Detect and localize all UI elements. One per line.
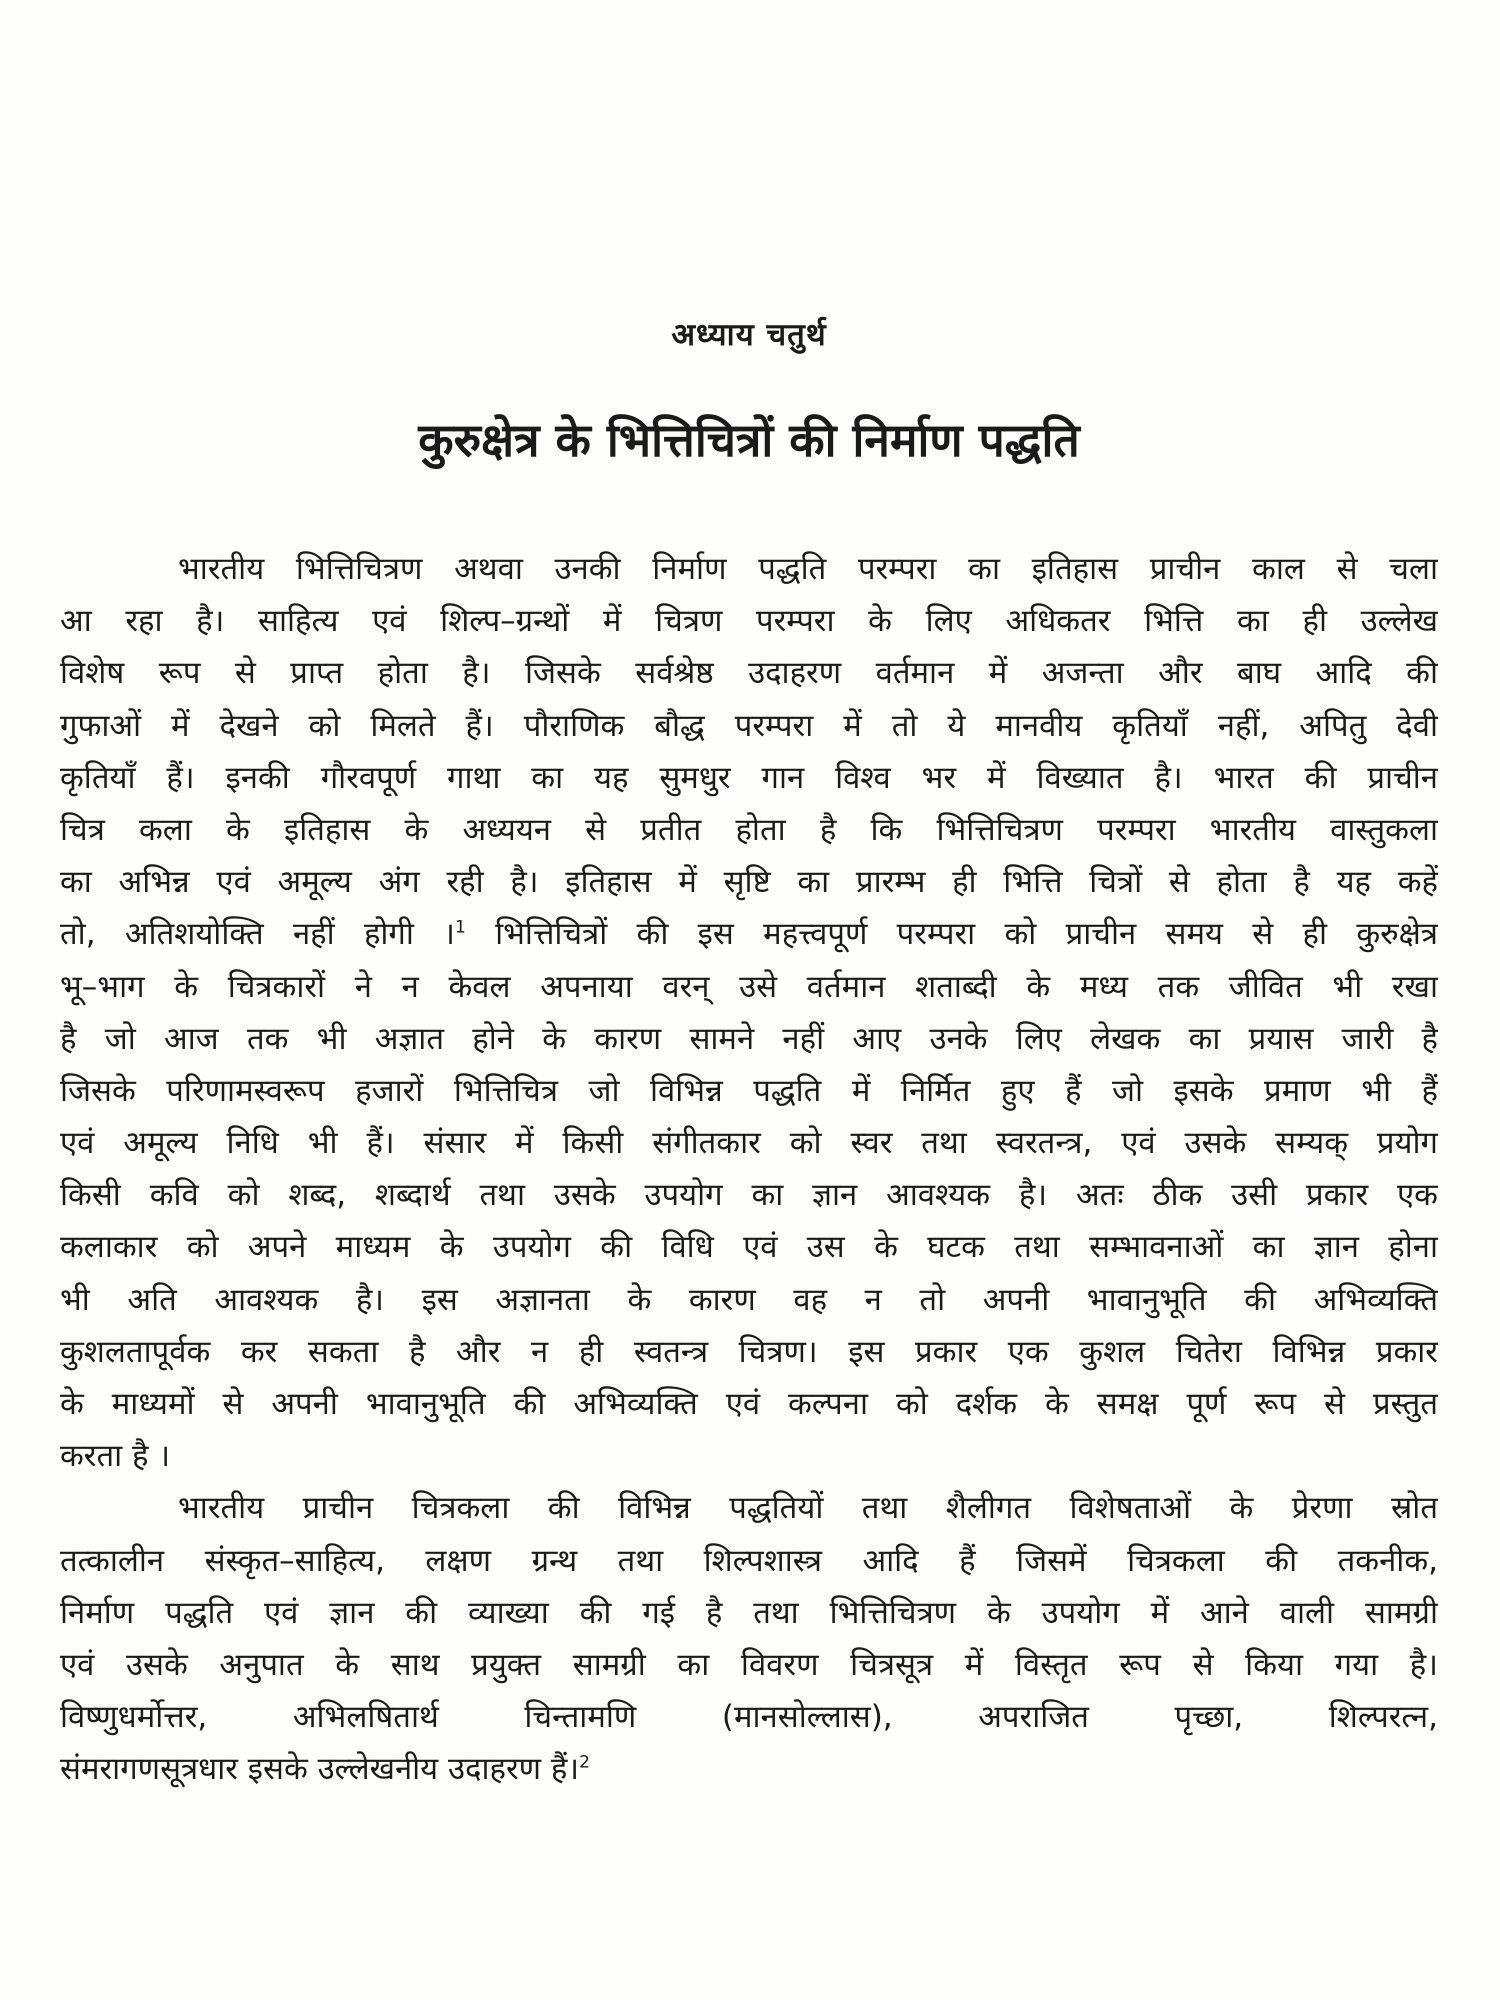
text-line: निर्माण पद्धति एवं ज्ञान की व्याख्या की गई है तथा भित्तिचित्रण के उपयोग में आने वाली सामग्री bbox=[60, 1594, 1438, 1631]
text-line: भारतीय प्राचीन चित्रकला की विभिन्न पद्धतियों तथा शैलीगत विशेषताओं के प्रेरणा स्रोत bbox=[178, 1490, 1438, 1527]
body-text bbox=[60, 543, 1438, 1796]
text-line: है जो आज तक भी अज्ञात होने के कारण सामने नहीं आए उनके लिए लेखक का प्रयास जारी है bbox=[60, 1020, 1438, 1057]
footnote-ref-2: 2 bbox=[579, 1752, 590, 1773]
text-line: भारतीय भित्तिचित्रण अथवा उनकी निर्माण पद्धति परम्परा का इतिहास प्राचीन काल से चला bbox=[178, 551, 1438, 587]
line-segment: तो, अतिशयोक्ति नहीं होगी । bbox=[60, 916, 455, 953]
text-line-with-footnote bbox=[60, 908, 1438, 960]
text-line: कलाकार को अपने माध्यम के उपयोग की विधि एवं उस के घटक तथा सम्भावनाओं का ज्ञान होना bbox=[60, 1229, 1438, 1266]
text-line: जिसके परिणामस्वरूप हजारों भित्तिचित्र जो विभिन्न पद्धति में निर्मित हुए हैं जो इसके प्रमाण भी हैं bbox=[60, 1072, 1438, 1109]
text-line: विशेष रूप से प्राप्त होता है। जिसके सर्वश्रेष्ठ उदाहरण वर्तमान में अजन्ता और बाघ आदि की bbox=[60, 655, 1438, 692]
text-line: विष्णुधर्मोत्तर, अभिलषितार्थ चिन्तामणि (मानसोल्लास), अपराजित पृच्छा, शिल्परत्न, bbox=[60, 1699, 1438, 1736]
text-line: गुफाओं में देखने को मिलते हैं। पौराणिक बौद्ध परम्परा में तो ये मानवीय कृतियाँ नहीं, अपितु देवी bbox=[60, 707, 1438, 744]
text-line: के माध्यमों से अपनी भावानुभूति की अभिव्यक्ति एवं कल्पना को दर्शक के समक्ष पूर्ण रूप से प्रस्तुत bbox=[60, 1386, 1438, 1422]
text-line: भी अति आवश्यक है। इस अज्ञानता के कारण वह न तो अपनी भावानुभूति की अभिव्यक्ति bbox=[60, 1281, 1438, 1318]
text-line: एवं उसके अनुपात के साथ प्रयुक्त सामग्री का विवरण चित्रसूत्र में विस्तृत रूप से किया गया है। bbox=[60, 1646, 1438, 1683]
text-line: किसी कवि को शब्द, शब्दार्थ तथा उसके उपयोग का ज्ञान आवश्यक है। अतः ठीक उसी प्रकार एक bbox=[60, 1177, 1438, 1214]
book-page bbox=[60, 0, 1438, 2000]
paragraph-1 bbox=[60, 543, 1438, 1482]
text-line: का अभिन्न एवं अमूल्य अंग रही है। इतिहास में सृष्टि का प्रारम्भ ही भित्ति चित्रों से होता है यह कहें bbox=[60, 864, 1438, 901]
text-line: कृतियाँ हैं। इनकी गौरवपूर्ण गाथा का यह सुमधुर गान विश्व भर में विख्यात है। भारत की प्राचीन bbox=[60, 759, 1438, 796]
text-line: करता है । bbox=[60, 1438, 171, 1475]
text-line: तत्कालीन संस्कृत–साहित्य, लक्षण ग्रन्थ तथा शिल्पशास्त्र आदि हैं जिसमें चित्रकला की तकनीक, bbox=[60, 1542, 1438, 1579]
text-line: आ रहा है। साहित्य एवं शिल्प–ग्रन्थों में चित्रण परम्परा के लिए अधिकतर भित्ति का ही उल्लेख bbox=[60, 603, 1438, 640]
chapter-title: कुरुक्षेत्र के भित्तिचित्रों की निर्माण पद्धति bbox=[418, 413, 1080, 467]
text-line: एवं अमूल्य निधि भी हैं। संसार में किसी संगीतकार को स्वर तथा स्वरतन्त्र, एवं उसके सम्यक् प्रयोग bbox=[60, 1125, 1438, 1162]
footnote-ref-1: 1 bbox=[454, 917, 466, 938]
chapter-label: अध्याय चतुर्थ bbox=[671, 317, 827, 353]
text-line: चित्र कला के इतिहास के अध्ययन से प्रतीत होता है कि भित्तिचित्रण परम्परा भारतीय वास्तुकला bbox=[60, 811, 1438, 848]
text-line-with-footnote bbox=[60, 1743, 1438, 1795]
text-line: भू–भाग के चित्रकारों ने न केवल अपनाया वरन् उसे वर्तमान शताब्दी के मध्य तक जीवित भी रखा bbox=[60, 968, 1438, 1005]
text-line: कुशलतापूर्वक कर सकता है और न ही स्वतन्त्र चित्रण। इस प्रकार एक कुशल चितेरा विभिन्न प्रकार bbox=[60, 1333, 1438, 1370]
paragraph-2 bbox=[60, 1482, 1438, 1795]
line-segment: भित्तिचित्रों की इस महत्त्वपूर्ण परम्परा को प्राचीन समय से ही कुरुक्षेत्र bbox=[495, 916, 1438, 953]
line-segment: संमरागणसूत्रधार इसके उल्लेखनीय उदाहरण हैं। bbox=[60, 1751, 580, 1788]
